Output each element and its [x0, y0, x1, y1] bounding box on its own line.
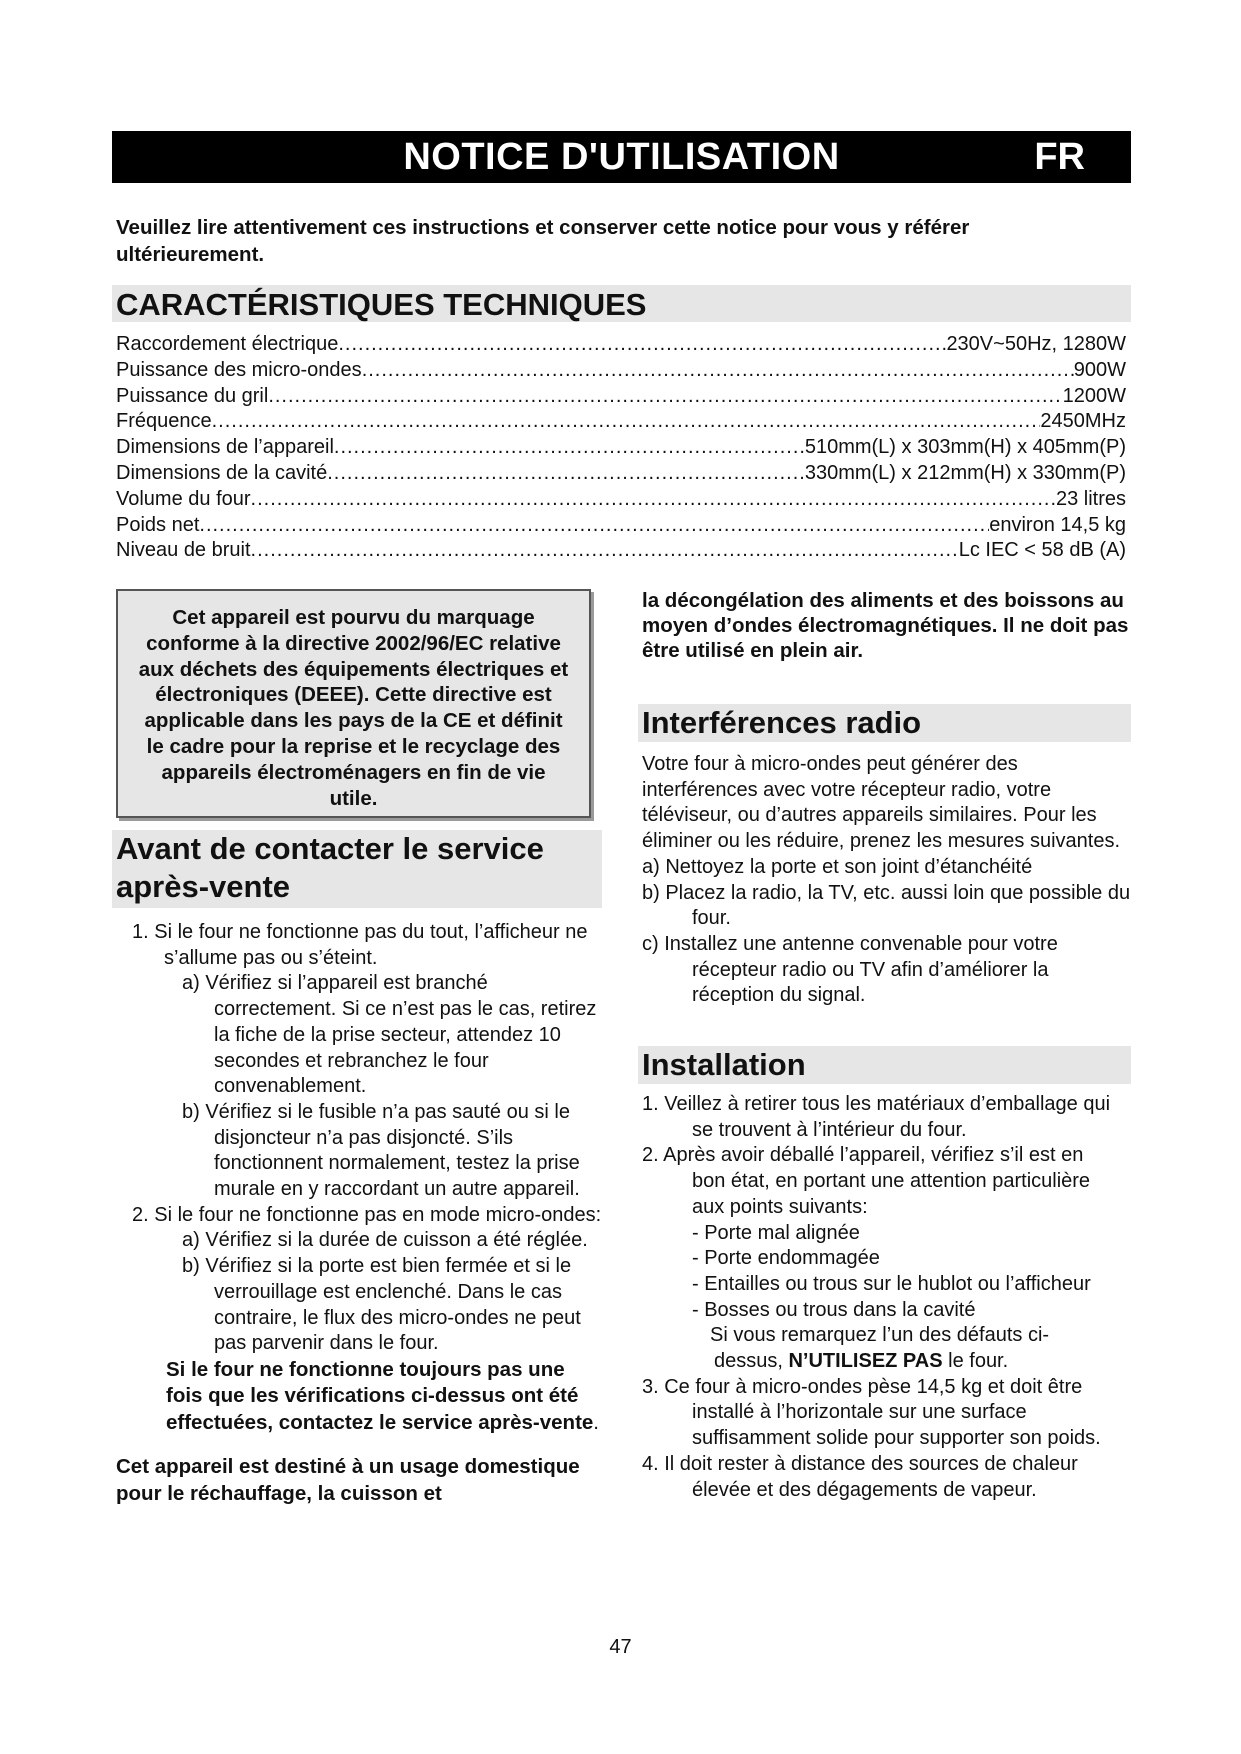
intro-text: Veuillez lire attentivement ces instructions et conserver cette notice pour vous y référer ultérieurement.: [116, 216, 970, 266]
title-bar: [112, 131, 1131, 183]
spec-label: Dimensions de l’appareil: [116, 436, 334, 459]
service-heading-line1: Avant de contacter le service: [116, 831, 544, 866]
radio-item-a: a) Nettoyez la porte et son joint d’étanchéité: [642, 855, 1033, 878]
service-item-1b: b) Vérifiez si le fusible n’a pas sauté ou si le disjoncteur n’a pas disjoncté. S’ils fonctionnent normalement, testez la prise murale en y raccordant un autre appareil.: [182, 1100, 580, 1201]
page-title: NOTICE D'UTILISATION: [403, 136, 840, 178]
spec-row: [116, 487, 1126, 513]
spec-value: 510mm(L) x 303mm(H) x 405mm(P): [804, 436, 1126, 459]
service-warning: [116, 1357, 606, 1437]
usage-text-right: la décongélation des aliments et des boissons au moyen d’ondes électromagnétiques. Il ne doit pas être utilisé en plein air.: [642, 589, 1129, 663]
installation-heading: [638, 1046, 1131, 1084]
spec-label: Puissance du gril: [116, 384, 269, 407]
service-warning-text: Si le four ne fonctionne toujours pas une fois que les vérifications ci-dessus ont été effectuées, contactez le service après-vente: [166, 1357, 594, 1434]
install-item-2: 2. Après avoir déballé l’appareil, vérifiez s’il est en bon état, en portant une attention particulière aux points suivants:: [642, 1144, 1091, 1218]
spec-value: Lc IEC < 58 dB (A): [958, 539, 1126, 562]
specs-table: [116, 332, 1126, 564]
spec-label: Fréquence: [116, 410, 212, 433]
installation-heading-text: Installation: [642, 1047, 806, 1082]
specs-heading: [112, 285, 1131, 322]
spec-value: 330mm(L) x 212mm(H) x 330mm(P): [804, 461, 1126, 484]
spec-value: 23 litres: [1055, 487, 1126, 510]
service-item-2b: b) Vérifiez si la porte est bien fermée et si le verrouillage est enclenché. Dans le cas contraire, le flux des micro-ondes ne peut pas parvenir dans le four.: [182, 1255, 581, 1355]
radio-section: [642, 752, 1132, 1009]
page-number: 47: [609, 1636, 632, 1658]
radio-item-b: b) Placez la radio, la TV, etc. aussi loin que possible du four.: [642, 881, 1131, 930]
specs-heading-text: CARACTÉRISTIQUES TECHNIQUES: [116, 287, 647, 322]
spec-value: 900W: [1073, 358, 1126, 381]
service-section: [116, 920, 606, 1507]
service-heading-line2: après-vente: [116, 869, 291, 904]
spec-label: Raccordement électrique: [116, 333, 339, 355]
spec-value: 230V~50Hz, 1280W: [946, 333, 1126, 355]
spec-row: [116, 332, 1126, 358]
spec-label: Puissance des micro-ondes: [116, 358, 362, 381]
deee-notice-text: Cet appareil est pourvu du marquage conforme à la directive 2002/96/EC relative aux déchets des équipements électriques et électroniques (DEEE). Cette directive est applicable dans les pays de la CE et définit le cadre pour la reprise et le recyclage des appareils électroménagers en fin de vie utile.: [138, 606, 569, 810]
service-item-2: 2. Si le four ne fonctionne pas en mode micro-ondes:: [132, 1203, 602, 1226]
spec-value: 2450MHz: [1040, 410, 1126, 433]
defect-note-bold: N’UTILISEZ PAS: [788, 1350, 943, 1373]
installation-section: [642, 1092, 1112, 1503]
spec-row: [116, 409, 1126, 435]
install-item-4: 4. Il doit rester à distance des sources de chaleur élevée et des dégagements de vapeur.: [642, 1452, 1078, 1501]
spec-row: [116, 538, 1126, 564]
usage-text-left: Cet appareil est destiné à un usage domestique pour le réchauffage, la cuisson et: [116, 1455, 580, 1505]
service-item-1: 1. Si le four ne fonctionne pas du tout, l’afficheur ne s’allume pas ou s’éteint.: [132, 921, 588, 969]
defect-note: [642, 1323, 1112, 1374]
defect-item: - Bosses ou trous dans la cavité: [692, 1298, 976, 1321]
defect-note-post: le four.: [942, 1350, 1009, 1373]
install-item-3: 3. Ce four à micro-ondes pèse 14,5 kg et doit être installé à l’horizontale sur une surface suffisamment solide pour supporter son poids.: [642, 1375, 1101, 1450]
radio-item-c: c) Installez une antenne convenable pour votre récepteur radio ou TV afin d’améliorer la réception du signal.: [642, 932, 1058, 1007]
spec-row: [116, 513, 1126, 539]
spec-row: [116, 384, 1126, 410]
deee-notice-box: [116, 589, 591, 818]
spec-label: Niveau de bruit: [116, 539, 251, 562]
spec-label: Dimensions de la cavité: [116, 461, 328, 484]
spec-value: 1200W: [1062, 384, 1126, 407]
service-warning-end: .: [593, 1410, 599, 1434]
spec-row: [116, 435, 1126, 461]
defect-item: - Porte endommagée: [692, 1247, 880, 1270]
service-item-2a: a) Vérifiez si la durée de cuisson a été réglée.: [182, 1229, 588, 1252]
radio-heading-text: Interférences radio: [642, 705, 922, 740]
service-item-1a: a) Vérifiez si l’appareil est branché correctement. Si ce n’est pas le cas, retirez la fiche de la prise secteur, attendez 10 secondes et rebranchez le four convenablement.: [182, 972, 597, 1098]
spec-label: Volume du four: [116, 487, 251, 510]
spec-row: [116, 461, 1126, 487]
language-label: FR: [1034, 136, 1085, 178]
defect-item: - Entailles ou trous sur le hublot ou l’afficheur: [692, 1272, 1091, 1295]
radio-intro: Votre four à micro-ondes peut générer des interférences avec votre récepteur radio, votre téléviseur, ou d’autres appareils similaires. Pour les éliminer ou les réduire, prenez les mesures suivantes.: [642, 753, 1120, 853]
spec-label: Poids net: [116, 513, 200, 536]
service-heading: [112, 830, 602, 908]
defect-item: - Porte mal alignée: [692, 1221, 860, 1244]
install-item-1: 1. Veillez à retirer tous les matériaux d’emballage qui se trouvent à l’intérieur du four.: [642, 1093, 1111, 1141]
spec-value: environ 14,5 kg: [989, 513, 1126, 536]
spec-row: [116, 358, 1126, 384]
defect-note-pre: Si vous remarquez l’un des défauts ci-dessus,: [710, 1324, 1050, 1373]
radio-heading: [638, 704, 1131, 742]
